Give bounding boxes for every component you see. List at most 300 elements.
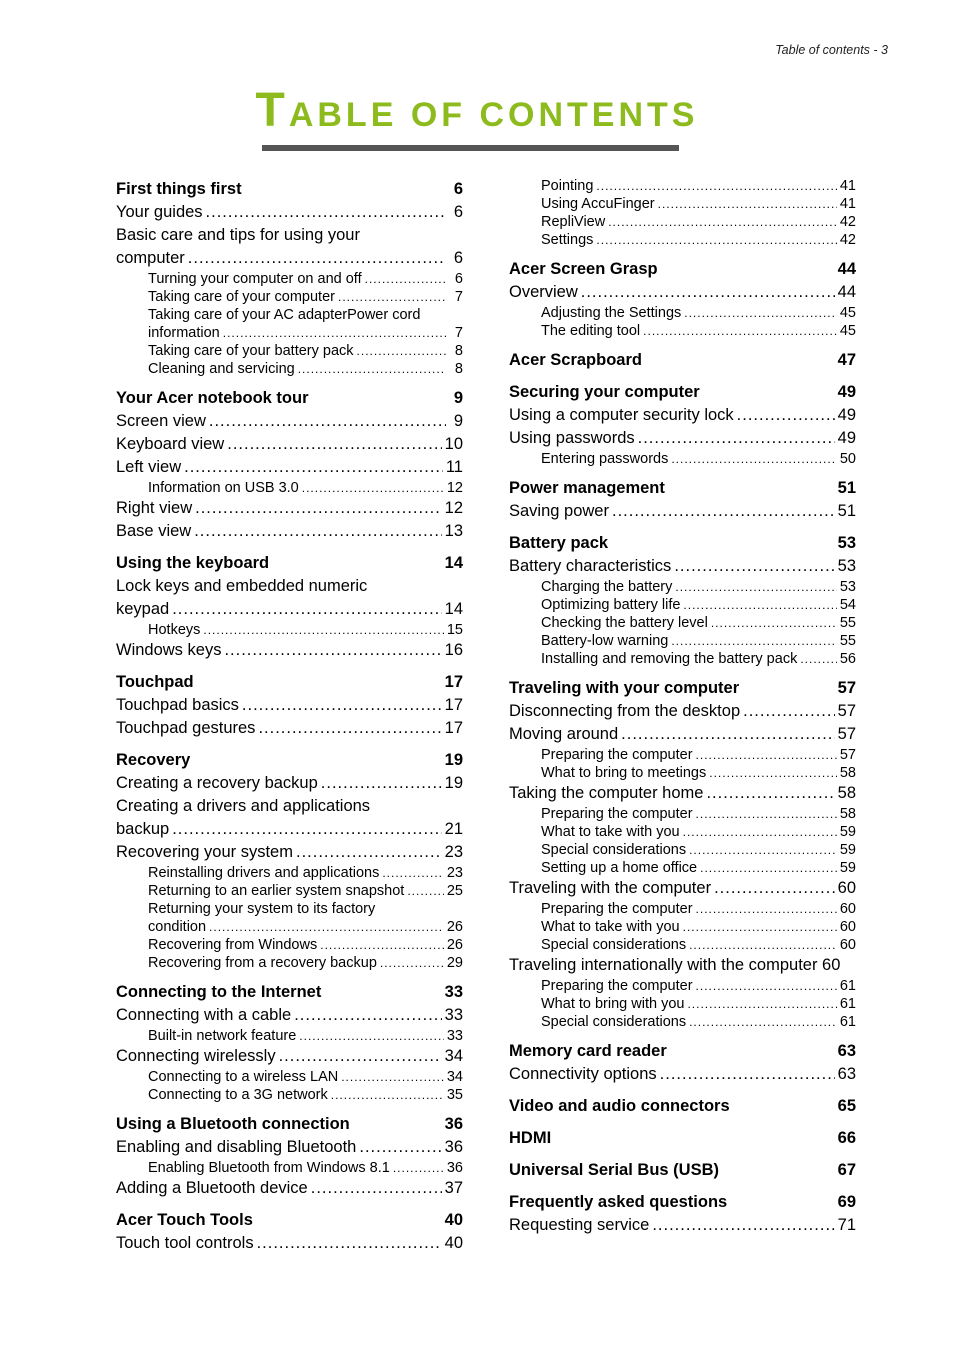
title-initial: T (255, 84, 289, 137)
section-gap (509, 468, 856, 477)
toc-entry-title: Settings (541, 232, 594, 248)
section-gap (509, 249, 856, 258)
toc-page-number: 7 (454, 325, 463, 341)
toc-entry[interactable] (116, 639, 463, 662)
toc-section-heading[interactable] (509, 1127, 856, 1150)
dot-leader (683, 596, 836, 614)
section-gap (509, 372, 856, 381)
toc-entry[interactable] (116, 717, 463, 740)
toc-page-number: 21 (444, 820, 463, 838)
toc-page-number: 63 (837, 1042, 856, 1060)
toc-section-heading[interactable] (509, 1040, 856, 1063)
toc-column-right (509, 177, 856, 1237)
dot-leader (296, 841, 442, 864)
section-gap (509, 1118, 856, 1127)
toc-subentry[interactable] (509, 177, 856, 195)
dot-leader (671, 450, 837, 468)
toc-page-number: 57 (837, 725, 856, 743)
toc-section-heading[interactable] (509, 381, 856, 404)
toc-page-number: 60 (839, 919, 856, 935)
toc-page-number: 44 (837, 283, 856, 301)
dot-leader (359, 1136, 441, 1159)
toc-entry-title: Special considerations (541, 842, 687, 858)
section-gap (116, 378, 463, 387)
toc-subentry[interactable] (509, 578, 856, 596)
toc-page-number: 16 (444, 641, 463, 659)
toc-entry-title: Recovery (116, 751, 191, 769)
toc-entry-title: Returning your system to its factory (148, 901, 376, 917)
toc-entry-title: Special considerations (541, 937, 687, 953)
dot-leader (687, 995, 836, 1013)
toc-page-number: 8 (454, 361, 463, 377)
toc-page-number: 14 (444, 554, 463, 572)
toc-entry[interactable] (116, 772, 463, 795)
toc-page-number: 69 (837, 1193, 856, 1211)
toc-entry[interactable] (509, 427, 856, 450)
dot-leader (674, 555, 834, 578)
dot-leader (299, 1027, 444, 1045)
toc-page-number: 42 (839, 214, 856, 230)
toc-page-number: 36 (444, 1115, 463, 1133)
toc-entry-title: Memory card reader (509, 1042, 667, 1060)
toc-entry-title: Charging the battery (541, 579, 673, 595)
toc-page-number: 71 (837, 1216, 856, 1234)
dot-leader (800, 650, 837, 668)
toc-subentry[interactable] (116, 1086, 463, 1104)
toc-subentry[interactable] (509, 823, 856, 841)
dot-leader (643, 322, 837, 340)
toc-subentry[interactable] (509, 936, 856, 954)
toc-entry[interactable] (116, 410, 463, 433)
toc-entry-title: Recovering from Windows (148, 937, 318, 953)
toc-entry-title: Preparing the computer (541, 747, 693, 763)
toc-entry-title: Securing your computer (509, 383, 700, 401)
toc-subentry[interactable] (509, 632, 856, 650)
toc-entry-title: Universal Serial Bus (USB) (509, 1161, 719, 1179)
dot-leader (224, 639, 441, 662)
toc-entry-title: Pointing (541, 178, 594, 194)
dot-leader (638, 427, 835, 450)
page-title (0, 86, 954, 140)
dot-leader (596, 231, 836, 249)
toc-page-number: 26 (446, 919, 463, 935)
toc-page-number: 61 (839, 996, 856, 1012)
toc-entry-title: Your Acer notebook tour (116, 389, 309, 407)
toc-entry-title: Connectivity options (509, 1065, 657, 1083)
toc-page-number: 55 (839, 615, 856, 631)
dot-leader (209, 410, 446, 433)
toc-subentry[interactable] (116, 324, 463, 342)
toc-entry-title: Overview (509, 283, 578, 301)
toc-entry-title: Using a Bluetooth connection (116, 1115, 350, 1133)
toc-section-heading[interactable] (116, 387, 463, 410)
toc-entry[interactable] (116, 1004, 463, 1027)
toc-page-number: 53 (839, 579, 856, 595)
toc-subentry[interactable] (116, 954, 463, 972)
toc-entry[interactable] (116, 201, 463, 224)
toc-entry[interactable] (116, 456, 463, 479)
toc-entry-title: Connecting to the Internet (116, 983, 322, 1001)
toc-subentry[interactable] (509, 764, 856, 782)
toc-entry-title: Information on USB 3.0 (148, 480, 299, 496)
dot-leader (209, 918, 444, 936)
dot-leader (206, 201, 446, 224)
toc-entry[interactable] (116, 795, 463, 818)
toc-entry[interactable] (116, 520, 463, 543)
dot-leader (696, 977, 837, 995)
toc-page-number: 37 (444, 1179, 463, 1197)
toc-entry-title: Touchpad basics (116, 696, 239, 714)
toc-entry-title: Touch tool controls (116, 1234, 254, 1252)
toc-page-number: 6 (453, 180, 463, 198)
toc-entry-title: Base view (116, 522, 192, 540)
toc-entry[interactable] (116, 575, 463, 598)
toc-page-number: 49 (837, 383, 856, 401)
toc-entry-title: Enabling and disabling Bluetooth (116, 1138, 357, 1156)
toc-entry-title: Video and audio connectors (509, 1097, 730, 1115)
dot-leader (320, 936, 444, 954)
toc-subentry[interactable] (509, 213, 856, 231)
toc-page-number: 56 (839, 651, 856, 667)
toc-subentry[interactable] (509, 841, 856, 859)
toc-entry[interactable] (116, 841, 463, 864)
toc-section-heading[interactable] (116, 1209, 463, 1232)
toc-entry-title: Optimizing battery life (541, 597, 681, 613)
toc-entry[interactable] (116, 598, 463, 621)
toc-page-number: 55 (839, 633, 856, 649)
toc-entry-title: Screen view (116, 412, 206, 430)
toc-entry-title: Requesting service (509, 1216, 650, 1234)
toc-subentry[interactable] (509, 450, 856, 468)
toc-entry-title: Entering passwords (541, 451, 669, 467)
toc-subentry[interactable] (509, 918, 856, 936)
toc-entry-title: Frequently asked questions (509, 1193, 728, 1211)
dot-leader (382, 864, 444, 882)
toc-entry[interactable] (509, 500, 856, 523)
section-gap (116, 662, 463, 671)
toc-section-heading[interactable] (509, 1159, 856, 1182)
toc-entry-title: Taking care of your AC adapterPower cord (148, 307, 421, 323)
dot-leader (696, 900, 837, 918)
toc-subentry[interactable] (509, 995, 856, 1013)
toc-entry[interactable] (116, 1177, 463, 1200)
section-gap (509, 1182, 856, 1191)
toc-page-number: 41 (839, 178, 856, 194)
dot-leader (298, 360, 446, 378)
toc-entry-title: Taking care of your computer (148, 289, 335, 305)
toc-subentry[interactable] (116, 342, 463, 360)
dot-leader (737, 404, 835, 427)
toc-entry-title: Adjusting the Settings (541, 305, 682, 321)
toc-subentry[interactable] (116, 1027, 463, 1045)
toc-subentry[interactable] (509, 900, 856, 918)
toc-subentry[interactable] (116, 479, 463, 497)
toc-page-number: 6 (453, 249, 463, 267)
toc-subentry[interactable] (509, 650, 856, 668)
toc-section-heading[interactable] (116, 552, 463, 575)
dot-leader (279, 1045, 442, 1068)
toc-entry[interactable] (116, 1045, 463, 1068)
toc-entry-title: Traveling with your computer (509, 679, 740, 697)
toc-page-number: 60 (839, 937, 856, 953)
toc-page-number: 17 (444, 673, 463, 691)
toc-entry-title: What to take with you (541, 919, 680, 935)
toc-page-number: 12 (446, 480, 463, 496)
dot-leader (683, 823, 837, 841)
dot-leader (223, 324, 446, 342)
toc-page-number: 58 (837, 784, 856, 802)
toc-page-number: 33 (444, 983, 463, 1001)
toc-section-heading[interactable] (509, 1191, 856, 1214)
toc-page-number: 34 (446, 1069, 463, 1085)
toc-page-number: 51 (837, 502, 856, 520)
toc-subentry[interactable] (116, 306, 463, 324)
toc-entry[interactable] (116, 433, 463, 456)
toc-subentry[interactable] (116, 900, 463, 918)
toc-entry-title: Turning your computer on and off (148, 271, 362, 287)
toc-page-number: 33 (444, 1006, 463, 1024)
toc-entry-title: Checking the battery level (541, 615, 708, 631)
toc-entry-title: What to bring to meetings (541, 765, 707, 781)
toc-page-number: 60 (839, 901, 856, 917)
toc-entry[interactable] (116, 247, 463, 270)
toc-page-number: 12 (444, 499, 463, 517)
section-gap (116, 1200, 463, 1209)
toc-entry-title: Connecting to a wireless LAN (148, 1069, 339, 1085)
toc-page-number: 35 (446, 1087, 463, 1103)
dot-leader (696, 805, 837, 823)
toc-entry[interactable] (509, 723, 856, 746)
toc-subentry[interactable] (509, 1013, 856, 1031)
section-gap (509, 668, 856, 677)
dot-leader (331, 1086, 444, 1104)
section-gap (509, 340, 856, 349)
toc-page-number: 63 (837, 1065, 856, 1083)
toc-subentry[interactable] (116, 864, 463, 882)
toc-entry[interactable] (509, 281, 856, 304)
toc-entry-title: computer (116, 249, 185, 267)
toc-page-number: 17 (444, 719, 463, 737)
toc-page-number: 17 (444, 696, 463, 714)
dot-leader (684, 304, 837, 322)
toc-entry-title: Connecting wirelessly (116, 1047, 276, 1065)
toc-subentry[interactable] (509, 596, 856, 614)
toc-entry-title: Enabling Bluetooth from Windows 8.1 (148, 1160, 390, 1176)
toc-page-number: 59 (839, 842, 856, 858)
toc-entry[interactable] (509, 877, 856, 900)
toc-entry-title: Reinstalling drivers and applications (148, 865, 380, 881)
toc-page-number: 45 (839, 323, 856, 339)
toc-section-heading[interactable] (509, 258, 856, 281)
toc-section-heading[interactable] (509, 477, 856, 500)
toc-page-number: 7 (454, 289, 463, 305)
toc-entry-title: Recovering your system (116, 843, 293, 861)
toc-entry-title: backup (116, 820, 170, 838)
toc-page-number: 15 (446, 622, 463, 638)
toc-page-number: 51 (837, 479, 856, 497)
dot-leader (357, 342, 446, 360)
toc-entry-title: Windows keys (116, 641, 222, 659)
toc-page-number: 60 (837, 879, 856, 897)
toc-section-heading[interactable] (116, 981, 463, 1004)
title-rest: ABLE OF CONTENTS (288, 96, 699, 134)
toc-subentry[interactable] (116, 1159, 463, 1177)
toc-subentry[interactable] (509, 231, 856, 249)
toc-entry-title: Recovering from a recovery backup (148, 955, 377, 971)
dot-leader (621, 723, 834, 746)
dot-leader (321, 772, 442, 795)
dot-leader (172, 818, 441, 841)
toc-section-heading[interactable] (509, 1095, 856, 1118)
toc-page-number: 50 (839, 451, 856, 467)
toc-subentry[interactable] (116, 918, 463, 936)
toc-entry-title: Using the keyboard (116, 554, 270, 572)
toc-subentry[interactable] (116, 621, 463, 639)
toc-subentry[interactable] (116, 360, 463, 378)
toc-subentry[interactable] (116, 936, 463, 954)
toc-entry-title: Using AccuFinger (541, 196, 655, 212)
dot-leader (188, 247, 446, 270)
toc-entry-title: The editing tool (541, 323, 641, 339)
section-gap (116, 972, 463, 981)
toc-section-heading[interactable] (116, 178, 463, 201)
toc-page-number: 58 (839, 765, 856, 781)
toc-entry-title: information (148, 325, 220, 341)
dot-leader (257, 1232, 442, 1255)
toc-entry-title: First things first (116, 180, 242, 198)
section-gap (509, 1031, 856, 1040)
toc-entry-title: Acer Scrapboard (509, 351, 642, 369)
toc-entry-title: Traveling with the computer (509, 879, 712, 897)
dot-leader (302, 479, 444, 497)
dot-leader (743, 700, 835, 723)
toc-entry-title: Preparing the computer (541, 978, 693, 994)
toc-entry[interactable] (116, 818, 463, 841)
dot-leader (706, 782, 834, 805)
toc-entry[interactable] (509, 954, 856, 977)
toc-entry-title: Battery-low warning (541, 633, 669, 649)
toc-entry[interactable] (509, 700, 856, 723)
toc-subentry[interactable] (116, 288, 463, 306)
toc-entry-title: Your guides (116, 203, 203, 221)
toc-page-number: 66 (837, 1129, 856, 1147)
toc-entry[interactable] (509, 555, 856, 578)
dot-leader (696, 746, 837, 764)
toc-page-number: 13 (444, 522, 463, 540)
toc-entry-title: Taking care of your battery pack (148, 343, 354, 359)
toc-page-number: 23 (446, 865, 463, 881)
toc-entry-title: condition (148, 919, 207, 935)
section-gap (116, 740, 463, 749)
toc-page-number: 59 (839, 824, 856, 840)
toc-entry-title: Saving power (509, 502, 609, 520)
toc-entry-title: Built-in network feature (148, 1028, 297, 1044)
toc-subentry[interactable] (116, 270, 463, 288)
toc-page-number: 44 (837, 260, 856, 278)
toc-entry-title: Battery pack (509, 534, 609, 552)
dot-leader (184, 456, 443, 479)
dot-leader (172, 598, 441, 621)
toc-subentry[interactable] (509, 304, 856, 322)
toc-subentry[interactable] (509, 322, 856, 340)
toc-entry[interactable] (116, 497, 463, 520)
toc-entry[interactable] (509, 404, 856, 427)
toc-entry[interactable] (116, 1232, 463, 1255)
toc-entry-title: Taking the computer home (509, 784, 704, 802)
toc-entry[interactable] (509, 782, 856, 805)
dot-leader (380, 954, 444, 972)
toc-subentry[interactable] (509, 614, 856, 632)
dot-leader (195, 497, 442, 520)
toc-entry-title: Preparing the computer (541, 806, 693, 822)
toc-section-heading[interactable] (509, 677, 856, 700)
toc-entry-title: Cleaning and servicing (148, 361, 295, 377)
toc-subentry[interactable] (509, 977, 856, 995)
toc-section-heading[interactable] (509, 532, 856, 555)
toc-page-number: 29 (446, 955, 463, 971)
toc-section-heading[interactable] (116, 749, 463, 772)
dot-leader (612, 500, 835, 523)
dot-leader (341, 1068, 444, 1086)
toc-section-heading[interactable] (116, 671, 463, 694)
toc-subentry[interactable] (509, 805, 856, 823)
toc-entry[interactable] (509, 1063, 856, 1086)
toc-page-number: 57 (839, 747, 856, 763)
toc-page-number: 58 (839, 806, 856, 822)
toc-entry-title: Traveling internationally with the computer 60 (509, 956, 841, 974)
dot-leader (338, 288, 446, 306)
toc-subentry[interactable] (509, 746, 856, 764)
dot-leader (407, 882, 444, 900)
toc-subentry[interactable] (509, 195, 856, 213)
dot-leader (242, 694, 442, 717)
toc-entry[interactable] (116, 224, 463, 247)
dot-leader (194, 520, 441, 543)
toc-section-heading[interactable] (116, 1113, 463, 1136)
dot-leader (596, 177, 836, 195)
toc-page-number: 34 (444, 1047, 463, 1065)
toc-page-number: 25 (446, 883, 463, 899)
toc-page-number: 9 (453, 412, 463, 430)
toc-subentry[interactable] (509, 859, 856, 877)
section-gap (509, 523, 856, 532)
toc-page-number: 6 (453, 203, 463, 221)
toc-entry[interactable] (509, 1214, 856, 1237)
toc-page-number: 33 (446, 1028, 463, 1044)
toc-entry-title: Adding a Bluetooth device (116, 1179, 308, 1197)
toc-entry-title: Using passwords (509, 429, 635, 447)
toc-page-number: 36 (446, 1160, 463, 1176)
toc-page-number: 53 (837, 557, 856, 575)
toc-page-number: 19 (444, 751, 463, 769)
toc-section-heading[interactable] (509, 349, 856, 372)
toc-subentry[interactable] (116, 1068, 463, 1086)
toc-entry-title: Acer Screen Grasp (509, 260, 658, 278)
toc-entry-title: What to bring with you (541, 996, 685, 1012)
toc-entry-title: Connecting to a 3G network (148, 1087, 328, 1103)
dot-leader (658, 195, 837, 213)
toc-page-number: 9 (453, 389, 463, 407)
toc-entry[interactable] (116, 1136, 463, 1159)
dot-leader (671, 632, 837, 650)
toc-entry-title: Power management (509, 479, 665, 497)
toc-page-number: 26 (446, 937, 463, 953)
toc-page-number: 61 (839, 978, 856, 994)
toc-entry[interactable] (116, 694, 463, 717)
toc-entry-title: Hotkeys (148, 622, 201, 638)
toc-subentry[interactable] (116, 882, 463, 900)
section-gap (116, 1104, 463, 1113)
